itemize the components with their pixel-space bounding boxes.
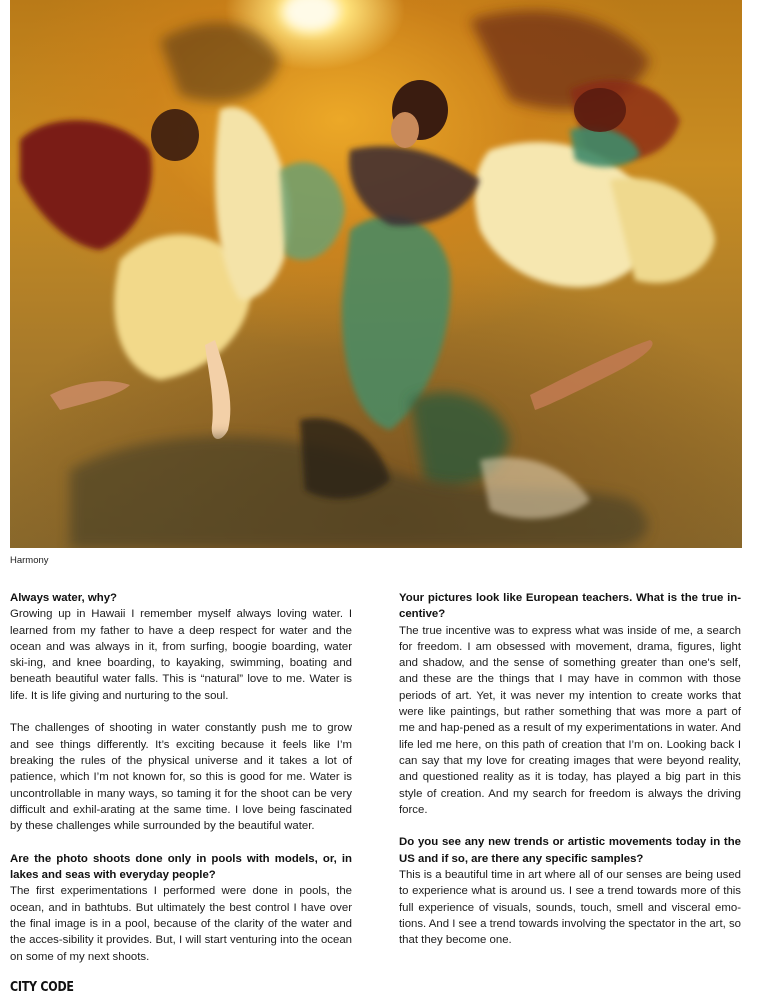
- question-heading: Your pictures look like European teachers. What is the true in-centive?: [399, 592, 741, 621]
- underwater-photo: [10, 0, 742, 548]
- answer-paragraph: This is a beautiful time in art where all of our senses are being used to experience what is around us. I see a trend towards more of this full experience of visuals, sounds, touch, smell and visceral emo-tions. And I see a trend towards involving the spectator in the art, so that they become one.: [399, 869, 741, 947]
- article-column-left: [10, 590, 352, 981]
- answer-paragraph: The first experimentations I performed were done in pools, the ocean, and in bathtubs. But ultimately the best control I have over the final image is in a pool, because of the clarity of the water and the acces-sibility it provides. But, I will start venturing into the ocean on some of my next shoots.: [10, 885, 352, 963]
- article-column-right: [399, 590, 741, 965]
- photo-caption: Harmony: [10, 555, 49, 566]
- answer-paragraph: Growing up in Hawaii I remember myself always loving water. I learned from my father to have a deep respect for water and the ocean and was always in it, from surfing, boogie boarding, water ski-ing, and knee boarding, to kayaking, swimming, boating and beneath beautiful water falls. This is “natural” love to me. Water is life. It is life giving and nurturing to the soul.: [10, 608, 352, 702]
- question-heading: Do you see any new trends or artistic movements today in the US and if so, are there any specific samples?: [399, 836, 741, 865]
- photo-illustration: [10, 0, 742, 548]
- question-heading: Always water, why?: [10, 592, 117, 604]
- answer-paragraph: The challenges of shooting in water constantly push me to grow and see things differently. It’s exciting because it feels like I’m breaking the rules of the physical universe and it takes a lot of patience, which I’m not known for, so this is good for me. Water is uncontrollable in many ways, so taming it for the shoot can be very difficult and exhil-arating at the same time. I love being fascinated by these challenges while surrounded by the beautiful water.: [10, 722, 352, 833]
- answer-paragraph: The true incentive was to express what was inside of me, a search for freedom. I am obsessed with movement, drama, figures, light and shadow, and the sense of something greater than one's self, and these are the things that I may have in common with those periods of art. Yet, it was never my intention to create works that were like paintings, but rather something that was more a part of me and hap-pened as a result of my experimentations in water. And life led me here, on this path of creation that I’m on. Looking back I can say that my love for creating images that were beyond reality, and questioned reality as it is today, has played a big part in this style of creation. And my search for freedom is always the driving force.: [399, 624, 741, 816]
- question-heading: Are the photo shoots done only in pools with models, or, in lakes and seas with everyday people?: [10, 852, 352, 882]
- magazine-brand: CITY CODE: [10, 979, 74, 995]
